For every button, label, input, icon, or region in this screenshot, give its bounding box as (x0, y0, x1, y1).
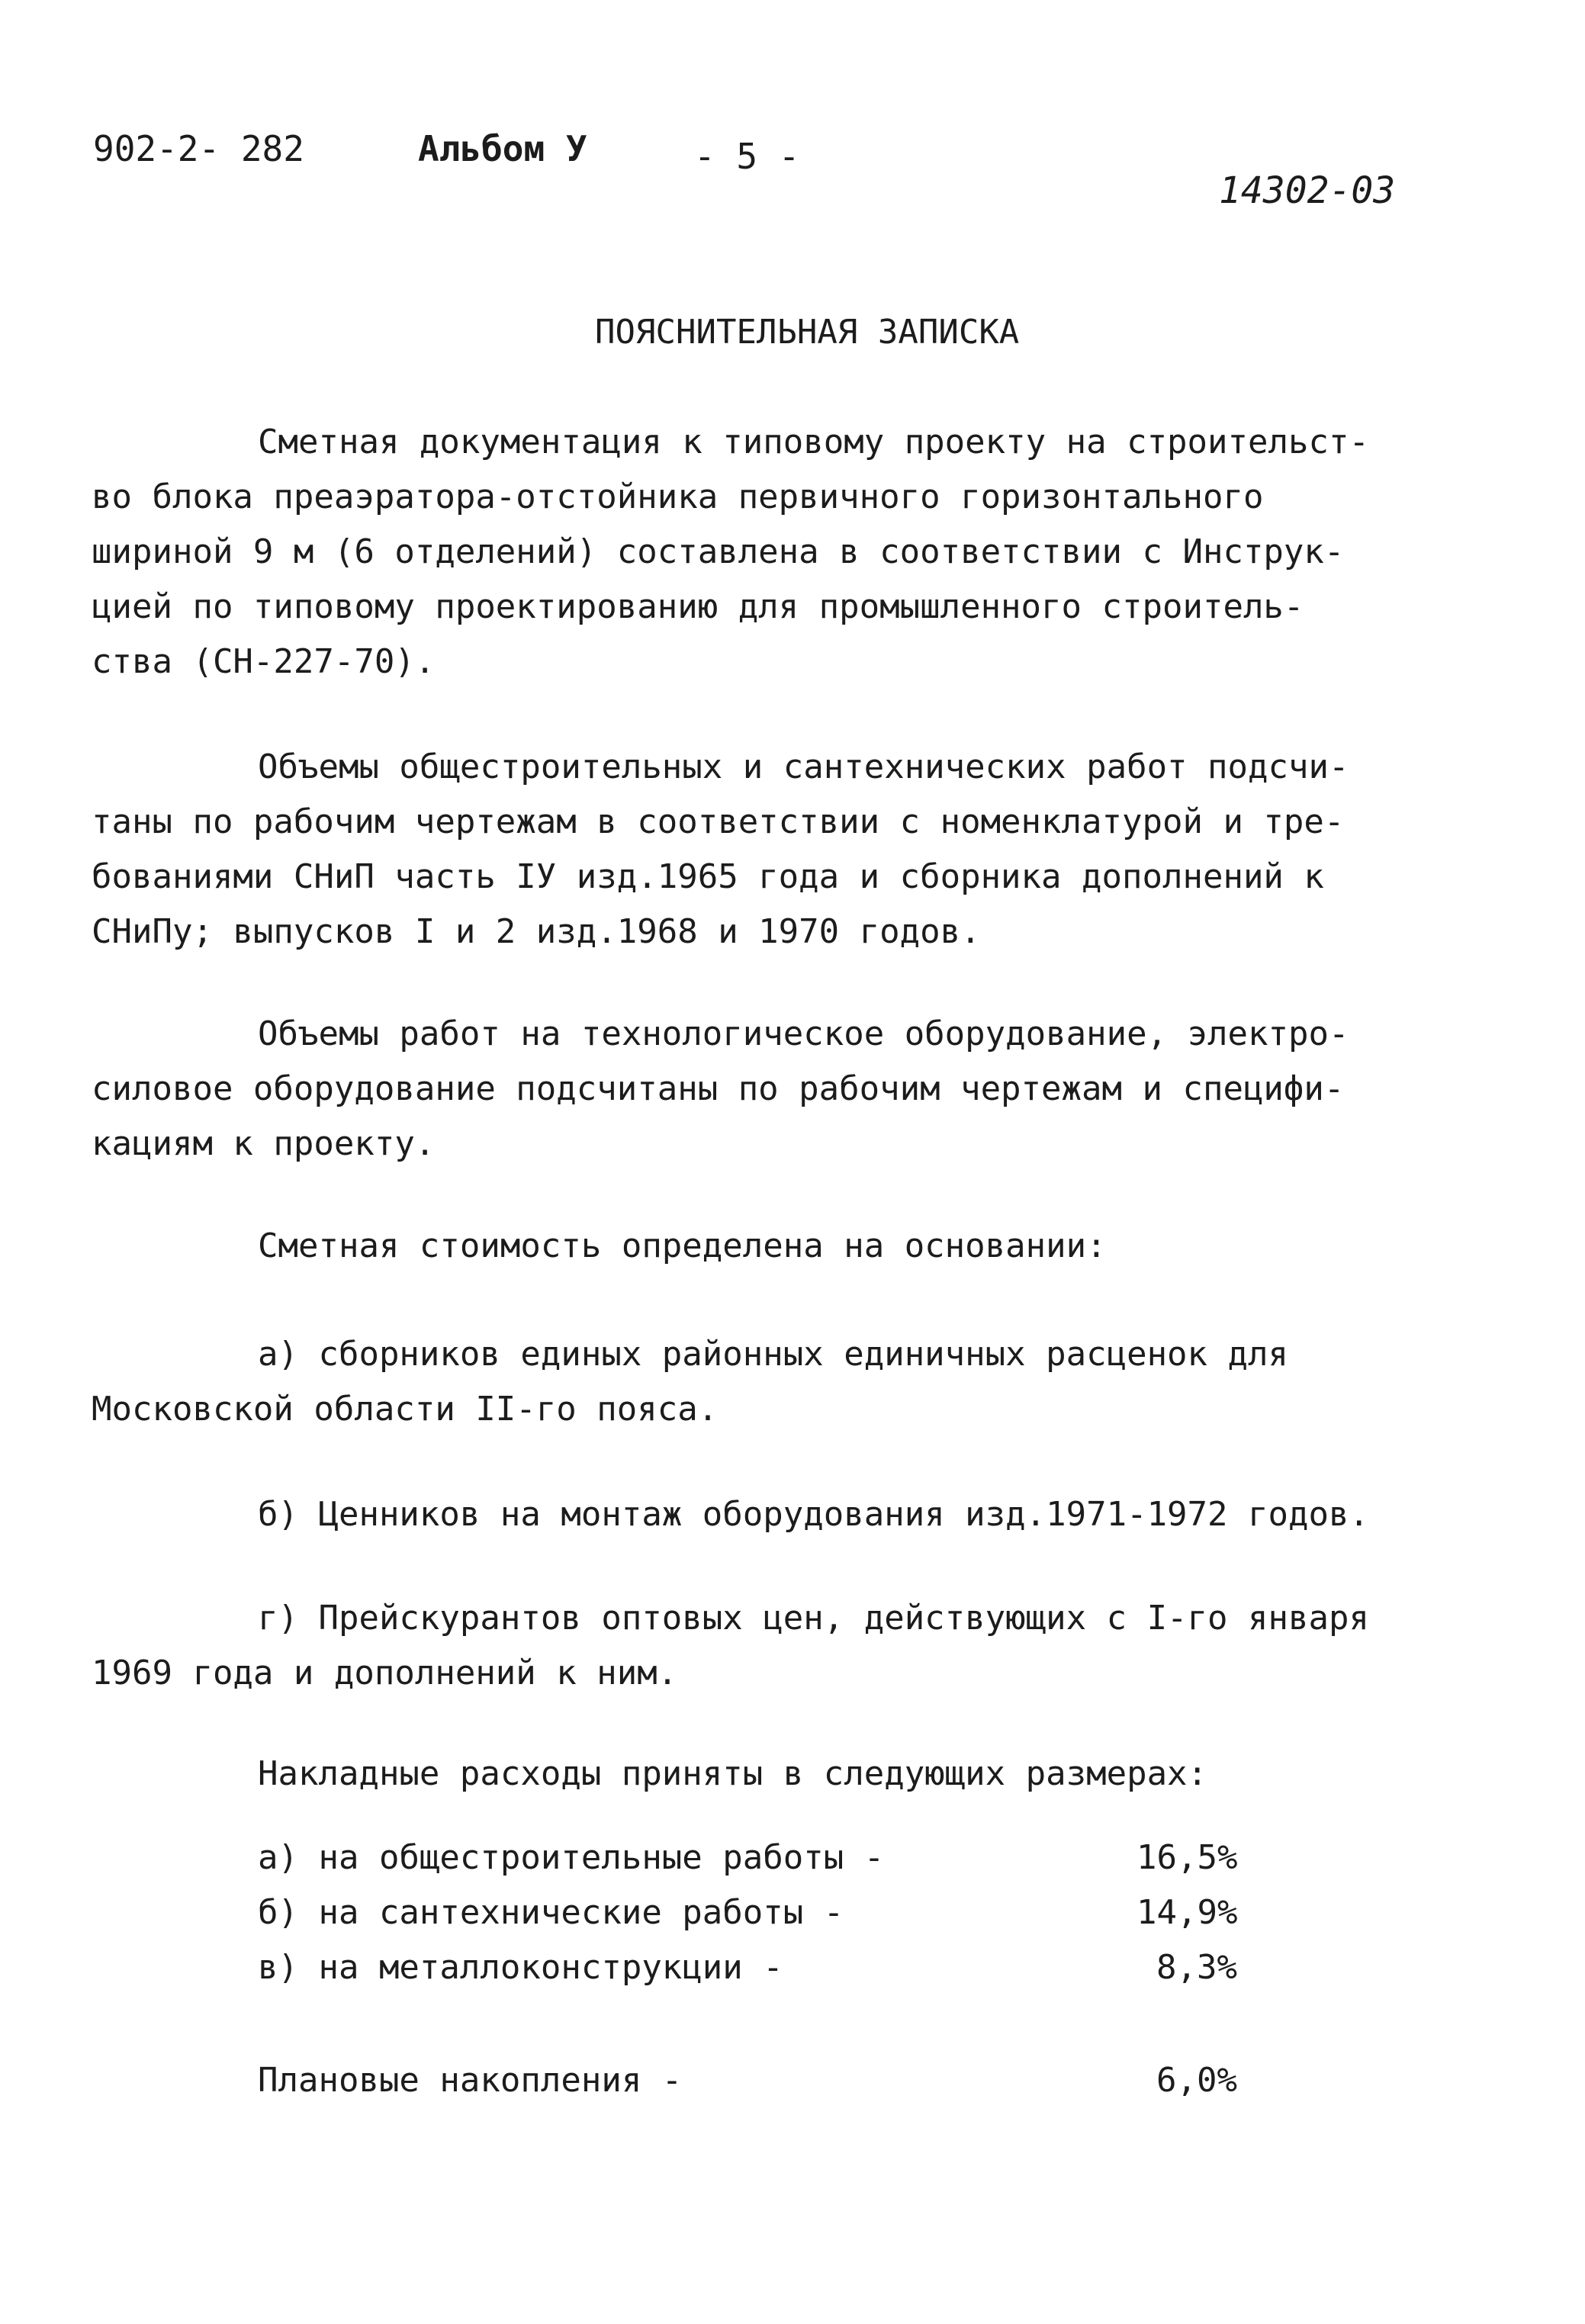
overhead-item-value: 8,3% (1156, 1948, 1237, 1987)
paragraph-line: цией по типовому проектированию для промышленного строитель- (92, 587, 1304, 626)
paragraph-line: шириной 9 м (6 отделений) составлена в соответствии с Инструк- (92, 532, 1345, 571)
basis-item-g (92, 1591, 1464, 1701)
overhead-item-value: 14,9% (1137, 1893, 1238, 1932)
paragraph-volumes (92, 740, 1464, 959)
basis-item-a (92, 1327, 1464, 1437)
basis-intro (92, 1219, 1464, 1274)
basis-line: 1969 года и дополнений к ним. (92, 1654, 678, 1692)
paragraph-line: ства (СН-227-70). (92, 642, 436, 681)
overhead-item-value: 16,5% (1137, 1838, 1238, 1877)
paragraph-line: таны по рабочим чертежам в соответствии с номенклатурой и тре- (92, 802, 1345, 841)
basis-intro-text: Сметная стоимость определена на основании: (258, 1226, 1107, 1265)
paragraph-line: бованиями СНиП часть IУ изд.1965 года и сборника дополнений к (92, 857, 1324, 896)
basis-item-b (92, 1487, 1464, 1542)
overhead-intro-text: Накладные расходы приняты в следующих размерах: (258, 1754, 1208, 1793)
basis-line: а) сборников единых районных единичных расценок для (258, 1335, 1289, 1374)
paragraph-line: кациям к проекту. (92, 1124, 436, 1163)
paragraph-line: Объемы общестроительных и сантехнических работ подсчи- (258, 747, 1349, 786)
overhead-item-label: в) на металлоконструкции - (258, 1948, 783, 1987)
paragraph-line: во блока преаэратора-отстойника первичного горизонтального (92, 477, 1264, 516)
document-number: 14302-03 (1219, 169, 1396, 212)
overhead-item-label: а) на общестроительные работы - (258, 1838, 885, 1877)
paragraph-equipment (92, 1007, 1464, 1172)
paragraph-line: СНиПу; выпусков I и 2 изд.1968 и 1970 годов. (92, 912, 981, 951)
basis-line: Московской области II-го пояса. (92, 1390, 719, 1429)
paragraph-intro (92, 415, 1464, 689)
planned-savings-label: Плановые накопления - (258, 2061, 683, 2100)
overhead-intro (92, 1747, 1464, 1802)
overhead-item-label: б) на сантехнические работы - (258, 1893, 844, 1932)
paragraph-line: Сметная документация к типовому проекту на строительст- (258, 423, 1369, 461)
series-number: 902-2- 282 (93, 128, 304, 169)
page-title: ПОЯСНИТЕЛЬНАЯ ЗАПИСКА (595, 313, 1020, 352)
basis-line: г) Прейскурантов оптовых цен, действующих с I-го января (258, 1599, 1369, 1638)
page-number: - 5 - (694, 136, 800, 177)
basis-line: б) Ценников на монтаж оборудования изд.1971-1972 годов. (258, 1495, 1369, 1534)
paragraph-line: Объемы работ на технологическое оборудование, электро- (258, 1014, 1349, 1053)
album-label: Альбом У (418, 128, 587, 169)
paragraph-line: силовое оборудование подсчитаны по рабочим чертежам и специфи- (92, 1069, 1345, 1108)
planned-savings-value: 6,0% (1156, 2061, 1237, 2100)
